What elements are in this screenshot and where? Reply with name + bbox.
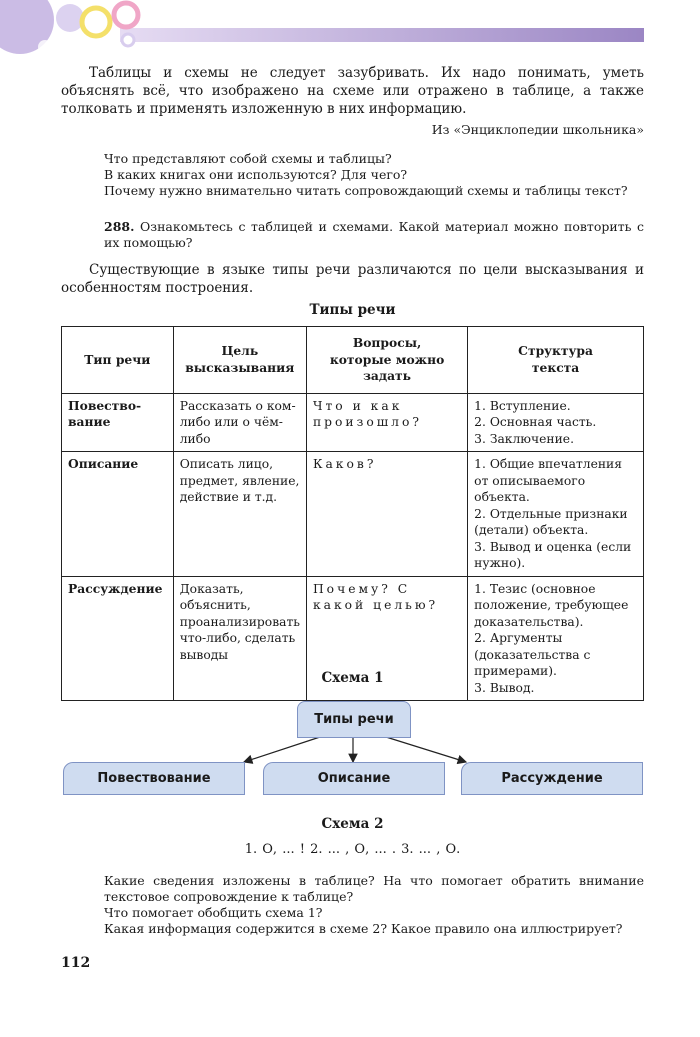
header-goal: Цель высказывания — [173, 327, 306, 394]
table-row — [62, 393, 644, 452]
cell-goal: Описать лицо, предмет, явление, действие и т.д. — [173, 452, 306, 577]
cell-structure — [468, 393, 644, 452]
question: В каких книгах они используются? Для чего? — [104, 167, 408, 182]
exercise-288 — [104, 219, 644, 251]
cell-questions: Почему? С какой целью? — [306, 576, 467, 701]
structure-item: 1. Тезис (основное положение, требующее доказательства). — [474, 581, 629, 629]
cell-type: Повество-вание — [62, 393, 174, 452]
page-number: 112 — [61, 955, 91, 971]
structure-item: 3. Вывод. — [474, 680, 535, 695]
exercise-text: Ознакомьтесь с таблицей и схемами. Какой материал можно повторить с их помощью? — [104, 219, 644, 250]
scheme1-root: Типы речи — [297, 701, 411, 738]
question: Почему нужно внимательно читать сопровождающий схемы и таблицы текст? — [104, 183, 628, 198]
question: Какие сведения изложены в таблице? На что помогает обратить внимание текстовое сопровождение к таблице? — [104, 873, 644, 904]
arrow-left — [244, 737, 320, 762]
table-row — [62, 452, 644, 577]
structure-item: 3. Заключение. — [474, 431, 574, 446]
table-title: Типы речи — [309, 302, 396, 318]
cell-goal: Рассказать о ком-либо или о чём-либо — [173, 393, 306, 452]
header-decoration — [0, 0, 700, 60]
structure-item: 1. Вступление. — [474, 398, 571, 413]
cell-structure — [468, 452, 644, 577]
structure-item: 2. Отдельные признаки (детали) объекта. — [474, 506, 628, 537]
cell-type: Рассуждение — [62, 576, 174, 701]
paragraph-2: Существующие в языке типы речи различаются по цели высказывания и особенностям построения. — [61, 262, 644, 296]
cell-questions: Что и как произошло? — [306, 393, 467, 452]
scheme1-node-description: Описание — [263, 762, 445, 795]
cell-type: Описание — [62, 452, 174, 577]
arrow-right — [386, 737, 466, 762]
scheme1-node-narration: Повествование — [63, 762, 245, 795]
scheme2-formula: 1. О, ... ! 2. ... , О, ... . 3. ... , О. — [244, 842, 461, 857]
table-header-row — [62, 327, 644, 394]
header-structure: Структура текста — [468, 327, 644, 394]
structure-item: 2. Основная часть. — [474, 415, 597, 429]
cell-goal: Доказать, объяснить, проанализировать что-либо, сделать выводы — [173, 576, 306, 701]
scheme1-node-reasoning: Рассуждение — [461, 762, 643, 795]
structure-item: 2. Аргументы (доказательства с примерами). — [474, 631, 591, 678]
cell-questions: Каков? — [306, 452, 467, 577]
speech-types-table — [61, 326, 644, 701]
structure-item: 1. Общие впечатления от описываемого объекта. — [474, 457, 623, 504]
structure-item: 3. Вывод и оценка (если нужно). — [474, 539, 632, 570]
questions-list-2 — [104, 873, 644, 937]
question: Что помогает обобщить схема 1? — [104, 905, 323, 920]
questions-list-1 — [104, 151, 654, 199]
question: Какая информация содержится в схеме 2? Какое правило она иллюстрирует? — [104, 921, 623, 936]
scheme2-title: Схема 2 — [321, 816, 384, 832]
scheme1-title: Схема 1 — [321, 670, 384, 686]
intro-source: Из «Энциклопедии школьника» — [431, 122, 644, 137]
header-questions: Вопросы, которые можно задать — [306, 327, 467, 394]
question: Что представляют собой схемы и таблицы? — [104, 151, 392, 166]
header-type: Тип речи — [62, 327, 174, 394]
intro-paragraph: Таблицы и схемы не следует зазубривать. Их надо понимать, уметь объяснять всё, что изображено на схеме или отражено в таблице, а также толковать и применять изложенную в них информацию. — [61, 65, 644, 117]
exercise-number: 288. — [104, 219, 135, 234]
